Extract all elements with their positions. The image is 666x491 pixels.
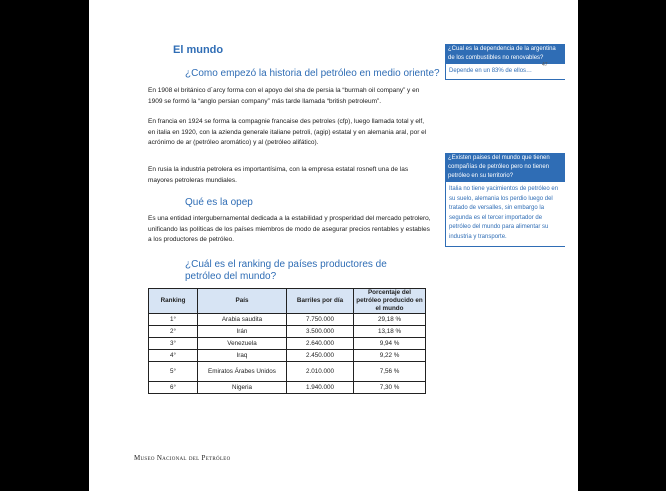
cell-ranking: 3° [149, 338, 198, 350]
page-number: 47 [542, 62, 548, 68]
paragraph-france-italy-germany: En francia en 1924 se forma la compagnie francaise des petroles (cfp), luego llamada total y elf, en italia en 1920, con la azienda generale italiane petroli, (agip) estatal y en alemania aral, por el acrónimo de ar (petróleo aromático) y al (petróleo alifático). [148, 118, 427, 146]
cell-ranking: 4° [149, 350, 198, 362]
cell-pais: Emiratos Árabes Unidos [198, 362, 287, 382]
ranking-table [148, 288, 426, 394]
cell-porcentaje: 29,18 % [354, 314, 426, 326]
cell-barriles: 1.940.000 [287, 382, 354, 394]
cell-pais: Nigeria [198, 382, 287, 394]
table-row [149, 362, 426, 382]
cell-pais: Venezuela [198, 338, 287, 350]
table-row [149, 326, 426, 338]
table-header-row [149, 289, 426, 314]
cell-barriles: 3.500.000 [287, 326, 354, 338]
cell-porcentaje: 7,56 % [354, 362, 426, 382]
cell-barriles: 2.450.000 [287, 350, 354, 362]
cell-porcentaje: 9,22 % [354, 350, 426, 362]
cell-ranking: 1° [149, 314, 198, 326]
table-row [149, 338, 426, 350]
heading-middle-east-history: ¿Como empezó la historia del petróleo en medio oriente? [185, 68, 440, 79]
cell-ranking: 5° [149, 362, 198, 382]
cell-pais: Irán [198, 326, 287, 338]
sidebar-question: ¿Existen paises del mundo que tienen compañías de petróleo pero no tienen petróleo en su territorio? [445, 153, 565, 182]
col-header-ranking: Ranking [149, 289, 198, 314]
col-header-porcentaje: Porcentaje del petróleo producido en el mundo [354, 289, 426, 314]
section-title: El mundo [173, 44, 224, 56]
cell-barriles: 2.010.000 [287, 362, 354, 382]
cell-barriles: 7.750.000 [287, 314, 354, 326]
cell-ranking: 6° [149, 382, 198, 394]
cell-ranking: 2° [149, 326, 198, 338]
heading-opep: Qué es la opep [185, 197, 253, 208]
footer-museum-name: Museo Nacional del Petróleo [134, 454, 231, 462]
sidebar-answer: Depende en un 83% de ellos… [445, 64, 565, 80]
sidebar-question: ¿Cual es la dependencia de la argentina de los combustibles no renovables? [445, 44, 565, 64]
table-row [149, 314, 426, 326]
col-header-barriles: Barriles por día [287, 289, 354, 314]
table-row [149, 382, 426, 394]
heading-ranking: ¿Cuál es el ranking de países productores de petróleo del mundo? [185, 259, 387, 282]
book-page [89, 0, 578, 491]
sidebar-box-companies [445, 153, 565, 247]
col-header-pais: País [198, 289, 287, 314]
paragraph-opep: Es una entidad intergubernamental dedicada a la estabilidad y prosperidad del mercado petrolero, unificando las políticas de los países miembros de modo de asegurar precios rentables y estables a los productores de petróleo. [148, 215, 431, 243]
cell-pais: Arabia saudita [198, 314, 287, 326]
cell-porcentaje: 7,30 % [354, 382, 426, 394]
cell-barriles: 2.640.000 [287, 338, 354, 350]
cell-porcentaje: 13,18 % [354, 326, 426, 338]
paragraph-1908: En 1908 el británico d´arcy forma con el apoyo del sha de persia la “burmah oil company” y en 1909 se formó la “anglo persian company” más tarde llamada “british petroleum”. [148, 87, 420, 105]
cell-porcentaje: 9,94 % [354, 338, 426, 350]
cell-pais: Iraq [198, 350, 287, 362]
table-row [149, 350, 426, 362]
paragraph-russia: En rusia la industria petrolera es importantísima, con la empresa estatal rosneft una de las mayores petroleras mundiales. [148, 166, 409, 184]
sidebar-answer: Italia no tiene yacimientos de petróleo en su suelo, alemania los perdio luego del tratado de versalles, sin embargo la segunda es el tercer importador de petróleo del mundo para alimentar su industria y transporte. [445, 182, 565, 247]
